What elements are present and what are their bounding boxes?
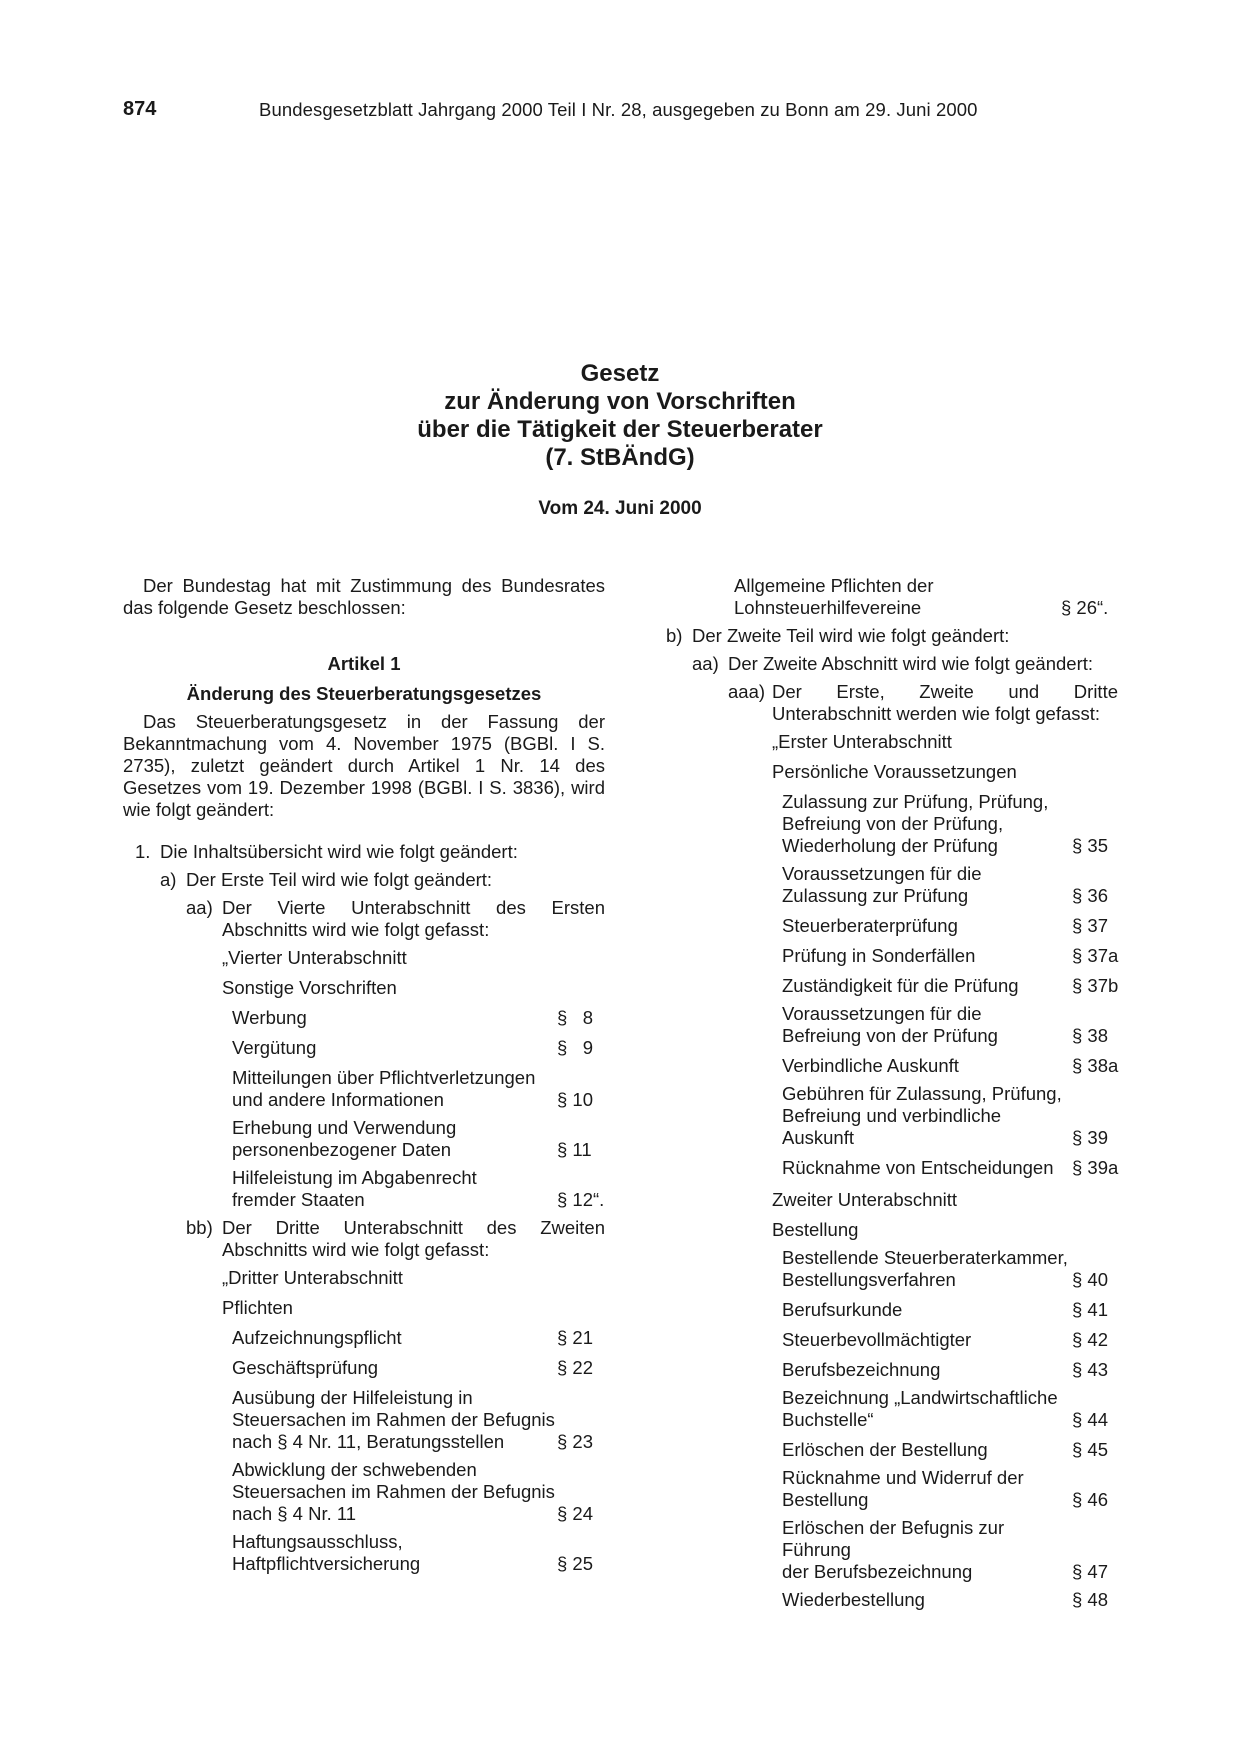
law-date: Vom 24. Juni 2000	[538, 498, 702, 519]
list-item-aaa	[658, 681, 1118, 725]
list-label: a)	[160, 869, 177, 890]
toc-entry	[782, 1055, 1118, 1077]
toc-entry	[232, 1459, 605, 1525]
entry-text: Rücknahme und Widerruf der Bestellung	[782, 1467, 1024, 1510]
entry-text: Steuerberaterprüfung	[782, 915, 958, 936]
toc-entry	[232, 1531, 605, 1575]
list-text: Die Inhaltsübersicht wird wie folgt geändert:	[160, 841, 518, 862]
toc-block-aa	[123, 947, 605, 1211]
list-text: Der Erste Teil wird wie folgt geändert:	[186, 869, 493, 890]
running-head: Bundesgesetzblatt Jahrgang 2000 Teil I Nr. 28, ausgegeben zu Bonn am 29. Juni 2000	[259, 99, 978, 120]
list-item-1	[123, 841, 605, 863]
entry-text: Bezeichnung „Landwirtschaftliche Buchstelle“	[782, 1387, 1058, 1430]
toc-entry	[782, 1157, 1118, 1179]
toc-entry	[782, 1359, 1118, 1381]
entry-paragraph: § 8	[557, 1007, 593, 1028]
title-line-4: (7. StBÄndG)	[545, 444, 695, 471]
list-text: Der Zweite Teil wird wie folgt geändert:	[692, 625, 1010, 646]
entry-text: Berufsbezeichnung	[782, 1359, 941, 1380]
list-item-a	[123, 869, 605, 891]
toc-heading: Bestellung	[772, 1219, 859, 1240]
entry-paragraph: § 37a	[1072, 945, 1119, 966]
toc-entry	[232, 1167, 605, 1211]
toc-entries	[772, 791, 1118, 1179]
entry-paragraph: § 37	[1072, 915, 1109, 936]
list-label: 1.	[135, 841, 151, 862]
entry-paragraph: § 43	[1072, 1359, 1109, 1380]
toc-entry	[232, 1357, 605, 1379]
entry-paragraph: § 25	[557, 1553, 594, 1574]
toc-block-bb	[123, 1267, 605, 1575]
toc-entry	[782, 1387, 1118, 1431]
list-text: Der Dritte Unterabschnitt des Zweiten Abschnitts wird wie folgt gefasst:	[222, 1217, 605, 1260]
toc-entry	[232, 1327, 605, 1349]
entry-paragraph: § 11	[557, 1139, 592, 1160]
title-line-3: über die Tätigkeit der Steuerberater	[417, 416, 823, 443]
entry-paragraph: § 41	[1072, 1299, 1109, 1320]
list-text: Der Zweite Abschnitt wird wie folgt geändert:	[728, 653, 1094, 674]
toc-entry	[782, 863, 1118, 907]
toc-entry	[782, 915, 1118, 937]
page-number: 874	[123, 98, 157, 120]
toc-entry	[782, 1329, 1118, 1351]
entry-paragraph: § 21	[557, 1327, 594, 1348]
toc-entry	[782, 1589, 1118, 1611]
entry-text: Abwicklung der schwebenden Steuersachen im Rahmen der Befugnis nach § 4 Nr. 11	[232, 1459, 555, 1524]
entry-text: Hilfeleistung im Abgabenrecht fremder Staaten	[232, 1167, 477, 1210]
entry-text: Steuerbevollmächtigter	[782, 1329, 972, 1350]
list-item-b	[658, 625, 1118, 647]
toc-entries	[222, 1327, 605, 1575]
article-paragraph: Das Steuerberatungsgesetz in der Fassung der Bekanntmachung vom 4. November 1975 (BGBl. I S. 2735), zuletzt geändert durch Artikel 1 Nr. 14 des Gesetzes vom 19. Dezember 1998 (BGBl. I S. 3836), wird wie folgt geändert:	[123, 711, 605, 820]
entry-paragraph: § 42	[1072, 1329, 1109, 1350]
page-header	[123, 98, 1123, 124]
entry-text: Erlöschen der Befugnis zur Führung der Berufsbezeichnung	[782, 1517, 1005, 1582]
list-label: aaa)	[728, 681, 766, 702]
entry-text: Mitteilungen über Pflichtverletzungen und andere Informationen	[232, 1067, 536, 1110]
entry-text: Zulassung zur Prüfung, Prüfung, Befreiung von der Prüfung, Wiederholung der Prüfung	[782, 791, 1049, 856]
entry-paragraph: § 12“.	[557, 1189, 605, 1210]
entry-text: Zuständigkeit für die Prüfung	[782, 975, 1019, 996]
toc-entry	[782, 1247, 1118, 1291]
toc-heading: Zweiter Unterabschnitt	[772, 1189, 958, 1210]
entry-text: Haftungsausschluss, Haftpflichtversicherung	[232, 1531, 421, 1574]
toc-entry	[782, 791, 1118, 857]
entry-text: Rücknahme von Entscheidungen	[782, 1157, 1054, 1178]
article-heading: Artikel 1	[327, 653, 401, 674]
toc-entries	[222, 1007, 605, 1211]
article-title: Änderung des Steuerberatungsgesetzes	[186, 683, 542, 704]
toc-entry	[232, 1387, 605, 1453]
toc-entry	[232, 1117, 605, 1161]
toc-entry	[782, 1299, 1118, 1321]
toc-block-right	[658, 731, 1118, 1611]
toc-entry	[782, 1003, 1118, 1047]
left-column	[123, 575, 605, 1575]
entry-paragraph: § 37b	[1072, 975, 1119, 996]
entry-paragraph: § 38a	[1072, 1055, 1119, 1076]
entry-paragraph: § 22	[557, 1357, 594, 1378]
list-item-aa	[658, 653, 1118, 675]
list-item-aa	[123, 897, 605, 941]
right-column	[658, 575, 1118, 1611]
entry-paragraph: § 10	[557, 1089, 594, 1110]
entry-paragraph: § 36	[1072, 885, 1109, 906]
toc-entry	[782, 1083, 1118, 1149]
entry-paragraph: § 35	[1072, 835, 1109, 856]
entry-text: Erlöschen der Bestellung	[782, 1439, 988, 1460]
entry-paragraph: § 39a	[1072, 1157, 1119, 1178]
entry-paragraph: § 24	[557, 1503, 594, 1524]
toc-entry	[782, 1467, 1118, 1511]
toc-entry	[782, 975, 1118, 997]
entry-paragraph: § 40	[1072, 1269, 1109, 1290]
entry-text: Ausübung der Hilfeleistung in Steuersachen im Rahmen der Befugnis nach § 4 Nr. 11, Beratungsstellen	[232, 1387, 555, 1452]
entry-paragraph: § 48	[1072, 1589, 1109, 1610]
entry-paragraph: § 45	[1072, 1439, 1109, 1460]
toc-entry	[232, 1007, 605, 1029]
toc-entry	[232, 1067, 605, 1111]
entry-paragraph: § 23	[557, 1431, 594, 1452]
entry-text: Wiederbestellung	[782, 1589, 925, 1610]
toc-heading: Sonstige Vorschriften	[222, 977, 397, 998]
entry-text: Vergütung	[232, 1037, 317, 1058]
entry-paragraph: § 47	[1072, 1561, 1109, 1582]
entry-text: Werbung	[232, 1007, 307, 1028]
toc-entry	[782, 1517, 1118, 1583]
list-label: aa)	[692, 653, 719, 674]
law-title	[300, 360, 940, 472]
toc-heading: Pflichten	[222, 1297, 293, 1318]
entry-text: Allgemeine Pflichten der Lohnsteuerhilfevereine	[734, 575, 934, 618]
entry-text: Verbindliche Auskunft	[782, 1055, 959, 1076]
toc-heading: „Erster Unterabschnitt	[772, 731, 952, 752]
intro-paragraph: Der Bundestag hat mit Zustimmung des Bundesrates das folgende Gesetz beschlossen:	[123, 575, 605, 618]
list-label: bb)	[186, 1217, 213, 1238]
toc-entry	[658, 575, 1118, 619]
list-label: aa)	[186, 897, 213, 918]
entry-text: Geschäftsprüfung	[232, 1357, 379, 1378]
list-item-bb	[123, 1217, 605, 1261]
entry-paragraph: § 44	[1072, 1409, 1109, 1430]
entry-text: Bestellende Steuerberaterkammer, Bestellungsverfahren	[782, 1247, 1068, 1290]
toc-entry	[782, 945, 1118, 967]
entry-paragraph: § 46	[1072, 1489, 1109, 1510]
entry-paragraph: § 38	[1072, 1025, 1109, 1046]
toc-heading: Persönliche Voraussetzungen	[772, 761, 1017, 782]
entry-text: Voraussetzungen für die Zulassung zur Prüfung	[782, 863, 982, 906]
entry-text: Erhebung und Verwendung personenbezogener Daten	[232, 1117, 457, 1160]
entry-text: Aufzeichnungspflicht	[232, 1327, 402, 1348]
toc-entry	[232, 1037, 605, 1059]
entry-text: Berufsurkunde	[782, 1299, 903, 1320]
entry-paragraph: § 9	[557, 1037, 593, 1058]
toc-heading: „Dritter Unterabschnitt	[222, 1267, 403, 1288]
entry-text: Voraussetzungen für die Befreiung von der Prüfung	[782, 1003, 998, 1046]
toc-heading: „Vierter Unterabschnitt	[222, 947, 407, 968]
entry-paragraph: § 39	[1072, 1127, 1109, 1148]
title-line-2: zur Änderung von Vorschriften	[444, 388, 796, 415]
entry-text: Gebühren für Zulassung, Prüfung, Befreiung und verbindliche Auskunft	[782, 1083, 1062, 1148]
list-text: Der Erste, Zweite und Dritte Unterabschnitt werden wie folgt gefasst:	[772, 681, 1118, 724]
list-text: Der Vierte Unterabschnitt des Ersten Abschnitts wird wie folgt gefasst:	[222, 897, 605, 940]
entry-text: Prüfung in Sonderfällen	[782, 945, 976, 966]
toc-entry	[782, 1439, 1118, 1461]
entry-paragraph: § 26“.	[1061, 597, 1109, 618]
toc-entries	[772, 1247, 1118, 1611]
list-label: b)	[666, 625, 683, 646]
title-line-1: Gesetz	[580, 360, 660, 387]
